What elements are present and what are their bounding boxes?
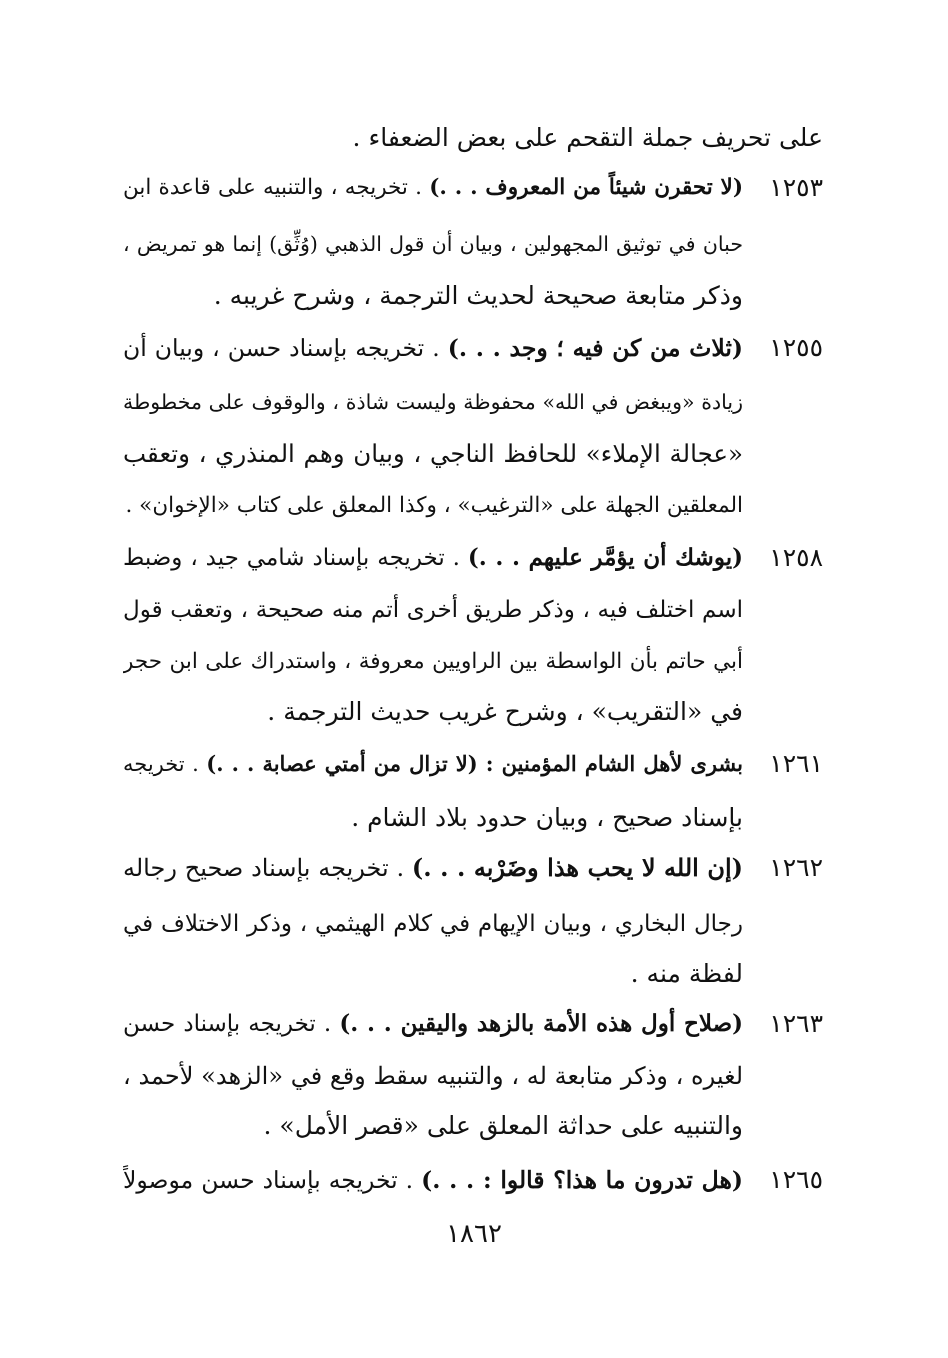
hadith-title: (يوشك أن يؤمَّر عليهم . . .) bbox=[467, 544, 743, 571]
entry-text: . تخريجه ، والتنبيه على قاعدة ابن bbox=[123, 175, 430, 200]
entry-number: ١٢٥٥ bbox=[769, 333, 823, 362]
entry-number: ١٢٥٣ bbox=[769, 173, 823, 202]
entry-line: المعلقين الجهلة على «الترغيب» ، وكذا المعلق على كتاب «الإخوان» . bbox=[125, 493, 743, 518]
entry-text: . تخريجه بإسناد حسن موصولاً bbox=[123, 1166, 422, 1194]
entry-line: اسم اختلف فيه ، وذكر طريق أخرى أتم منه صحيحة ، وتعقب قول bbox=[123, 597, 743, 623]
entry-first-line bbox=[123, 848, 743, 888]
entry-first-line bbox=[123, 744, 743, 784]
intro-line: على تحريف جملة التقحم على بعض الضعفاء . bbox=[352, 123, 823, 152]
entry-number: ١٢٦٥ bbox=[769, 1165, 823, 1194]
entry-first-line bbox=[123, 1160, 743, 1200]
hadith-title: (صلاح أول هذه الأمة بالزهد واليقين . . .) bbox=[339, 1010, 743, 1037]
hadith-title: (ثلاث من كن فيه ؛ وجد . . .) bbox=[447, 334, 743, 362]
hadith-title: (إن الله لا يحب هذا وضَرْبه . . .) bbox=[411, 853, 743, 882]
entry-line: زيادة «ويبغض في الله» محفوظة وليست شاذة ، والوقوف على مخطوطة bbox=[123, 390, 743, 414]
entry-text: . تخريجه بإسناد شامي جيد ، وضبط bbox=[123, 545, 468, 571]
entry-text: . تخريجه بإسناد حسن bbox=[123, 1011, 340, 1037]
entry-line: في «التقريب» ، وشرح غريب حديث الترجمة . bbox=[267, 697, 743, 726]
entry-line: والتنبيه على حداثة المعلق على «قصر الأمل» . bbox=[263, 1111, 743, 1140]
entry-first-line bbox=[123, 168, 743, 208]
entry-line: حبان في توثيق المجهولين ، وبيان أن قول الذهبي (وُثِّق) إنما هو تمريض ، bbox=[123, 232, 743, 256]
hadith-title: (لا تحقرن شيئاً من المعروف . . .) bbox=[429, 175, 743, 200]
entry-line: وذكر متابعة صحيحة لحديث الترجمة ، وشرح غريبه . bbox=[213, 281, 743, 310]
hadith-title: بشرى لأهل الشام المؤمنين : (لا تزال من أمتي عصابة . . .) bbox=[206, 751, 743, 776]
entry-text: . تخريجه bbox=[123, 752, 207, 776]
entry-number: ١٢٥٨ bbox=[769, 543, 823, 572]
entry-line: لغيره ، وذكر متابعة له ، والتنبيه سقط وقع في «الزهد» لأحمد ، bbox=[123, 1062, 743, 1090]
entry-line: «عجالة الإملاء» للحافظ الناجي ، وبيان وهم المنذري ، وتعقب bbox=[123, 439, 743, 468]
entry-first-line bbox=[123, 538, 743, 578]
entry-line: رجال البخاري ، وبيان الإيهام في كلام الهيثمي ، وذكر الاختلاف في bbox=[123, 911, 743, 937]
entry-line: لفظة منه . bbox=[630, 959, 743, 988]
entry-first-line bbox=[123, 328, 743, 368]
entry-first-line bbox=[123, 1004, 743, 1044]
entry-text: . تخريجه بإسناد حسن ، وبيان أن bbox=[123, 334, 448, 362]
hadith-title: (هل تدرون ما هذا؟ قالوا : . . .) bbox=[421, 1166, 743, 1194]
page-number: ١٨٦٢ bbox=[446, 1219, 502, 1249]
entry-line: بإسناد صحيح ، وبيان حدود بلاد الشام . bbox=[351, 803, 743, 832]
entry-number: ١٢٦١ bbox=[769, 749, 823, 778]
entry-line: أبي حاتم بأن الواسطة بين الراويين معروفة ، واستدراك على ابن حجر bbox=[123, 649, 743, 674]
entry-number: ١٢٦٣ bbox=[769, 1009, 823, 1038]
entry-text: . تخريجه بإسناد صحيح رجاله bbox=[123, 854, 412, 882]
entry-number: ١٢٦٢ bbox=[769, 853, 823, 882]
